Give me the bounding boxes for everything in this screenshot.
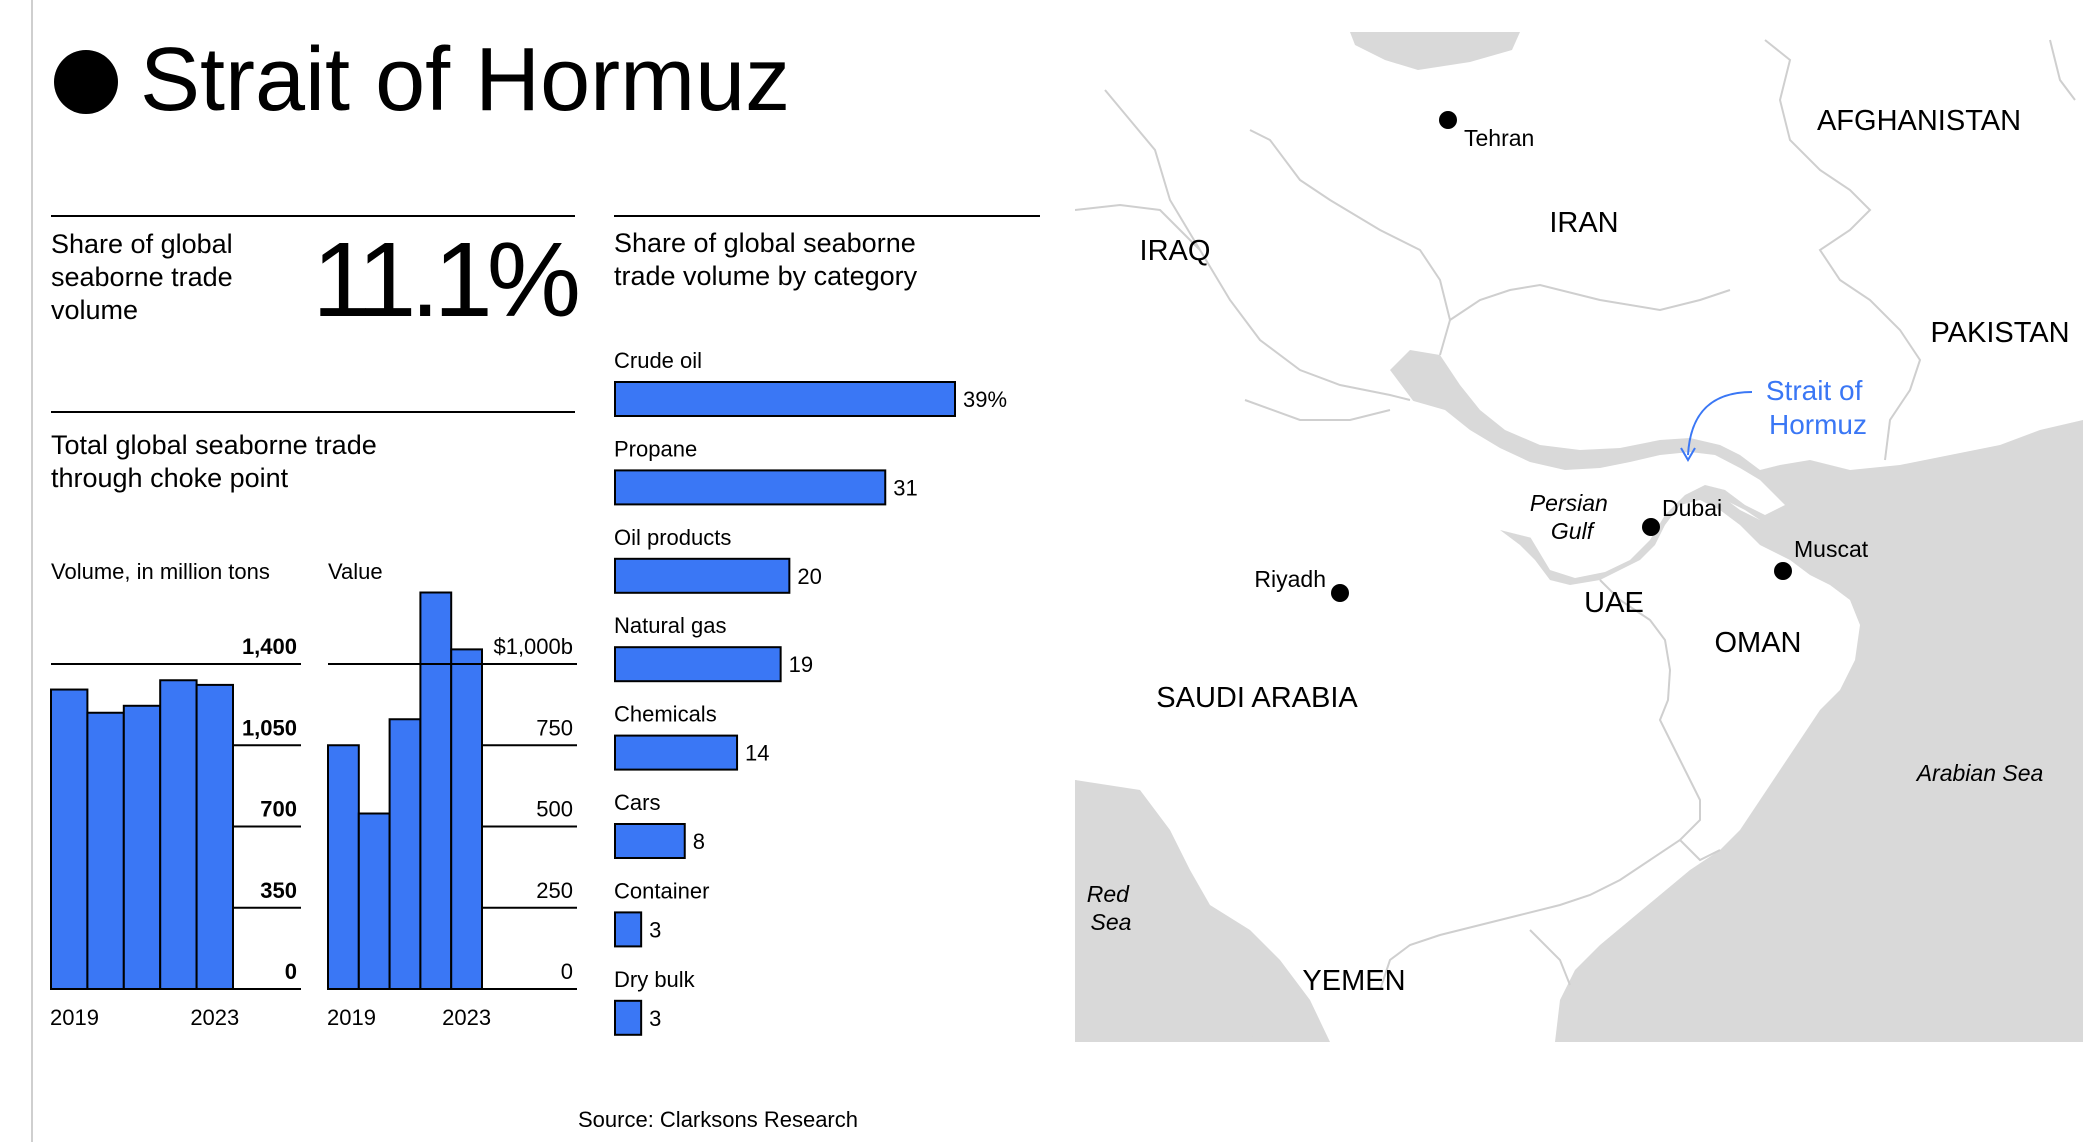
city-marker-icon [1439, 111, 1457, 129]
bar [615, 382, 955, 416]
total-section-title-line: through choke point [51, 463, 289, 493]
land-iran [1350, 32, 1520, 70]
total-section-title [51, 430, 384, 493]
bar [420, 593, 451, 990]
bar [615, 470, 885, 504]
stat-label-line: seaborne trade [51, 262, 233, 292]
category-label: Propane [614, 436, 698, 462]
y-tick-label: $1,000b [493, 634, 573, 659]
chart-title: Volume, in million tons [51, 559, 270, 584]
bar [124, 706, 160, 989]
country-label: OMAN [1714, 627, 1802, 659]
stat-value: 11.1% [312, 221, 575, 339]
city-label: Riyadh [1254, 566, 1326, 592]
category-label: Cars [614, 790, 661, 815]
city-label: Muscat [1794, 536, 1869, 562]
country-label: YEMEN [1302, 965, 1406, 997]
bar [160, 680, 196, 989]
bar [328, 745, 359, 989]
value-label: 14 [745, 740, 770, 766]
bar [390, 719, 421, 989]
y-tick-label: 350 [260, 877, 297, 903]
country-label: PAKISTAN [1930, 317, 2070, 349]
bar [615, 736, 737, 770]
strait-label-line: Strait of [1765, 375, 1863, 406]
category-label: Crude oil [614, 348, 703, 373]
y-tick-label: 700 [260, 796, 297, 822]
value-label: 20 [797, 563, 822, 589]
bar [615, 912, 641, 946]
category-label: Chemicals [614, 701, 717, 727]
water-label-line: Red [1086, 881, 1129, 907]
value-label: 8 [692, 829, 705, 854]
chart-title: Value [328, 559, 383, 584]
water-label: Arabian Sea [1916, 760, 2044, 786]
bar [451, 649, 482, 989]
bar [51, 690, 87, 989]
category-section-title-line: trade volume by category [614, 261, 918, 291]
bar [197, 685, 233, 989]
bar [87, 713, 123, 989]
country-label: SAUDI ARABIA [1156, 682, 1358, 714]
value-label: 31 [893, 475, 918, 501]
country-label: IRAN [1549, 207, 1619, 239]
city-marker-icon [1642, 518, 1660, 536]
bar [615, 647, 781, 681]
country-label: UAE [1584, 587, 1644, 619]
country-label: IRAQ [1139, 235, 1211, 267]
water-label-line: Gulf [1550, 518, 1594, 544]
city-marker-icon [1331, 584, 1349, 602]
category-label: Container [614, 878, 710, 904]
value-bar-chart [327, 559, 577, 1030]
y-tick-label: 0 [560, 959, 573, 984]
strait-label [1766, 375, 1870, 440]
volume-bar-chart [50, 559, 301, 1030]
y-tick-label: 1,050 [241, 715, 297, 741]
city-label: Dubai [1662, 495, 1723, 521]
y-tick-label: 1,400 [241, 634, 297, 659]
water-label-line: Sea [1090, 909, 1132, 935]
stat-label-line: volume [51, 295, 139, 325]
value-label: 19 [788, 652, 814, 678]
city-marker-icon [1774, 562, 1792, 580]
source-note: Source: Clarksons Research [577, 1107, 859, 1132]
value-label: 3 [649, 1005, 662, 1031]
value-label: 3 [649, 917, 662, 943]
title-bullet-icon [54, 50, 118, 114]
total-section-title-line: Total global seaborne trade [51, 430, 377, 460]
y-tick-label: 500 [536, 796, 573, 822]
stat-label [51, 229, 240, 325]
region-map [1075, 32, 2083, 1042]
category-label: Natural gas [614, 613, 727, 639]
category-section-title-line: Share of global seaborne [614, 228, 916, 258]
page-title: Strait of Hormuz [140, 30, 791, 130]
stat-label-line: Share of global [51, 229, 233, 259]
y-tick-label: 250 [536, 877, 573, 903]
y-tick-label: 0 [284, 959, 297, 984]
strait-label-line: Hormuz [1768, 409, 1868, 440]
bar [615, 1001, 641, 1035]
bar [359, 814, 390, 990]
category-label: Oil products [614, 524, 732, 550]
x-tick-label: 2019 [50, 1005, 99, 1030]
category-label: Dry bulk [614, 966, 695, 992]
x-tick-label: 2023 [190, 1005, 240, 1030]
city-label: Tehran [1464, 125, 1535, 151]
x-tick-label: 2023 [442, 1005, 492, 1030]
category-bar-chart [614, 348, 1007, 1035]
country-label: AFGHANISTAN [1816, 105, 2022, 137]
bar [615, 824, 685, 858]
category-section-title [614, 228, 923, 291]
y-tick-label: 750 [536, 715, 573, 741]
bar [615, 559, 789, 593]
water-label-line: Persian [1529, 490, 1608, 516]
x-tick-label: 2019 [327, 1005, 376, 1030]
value-label: 39% [963, 387, 1008, 412]
